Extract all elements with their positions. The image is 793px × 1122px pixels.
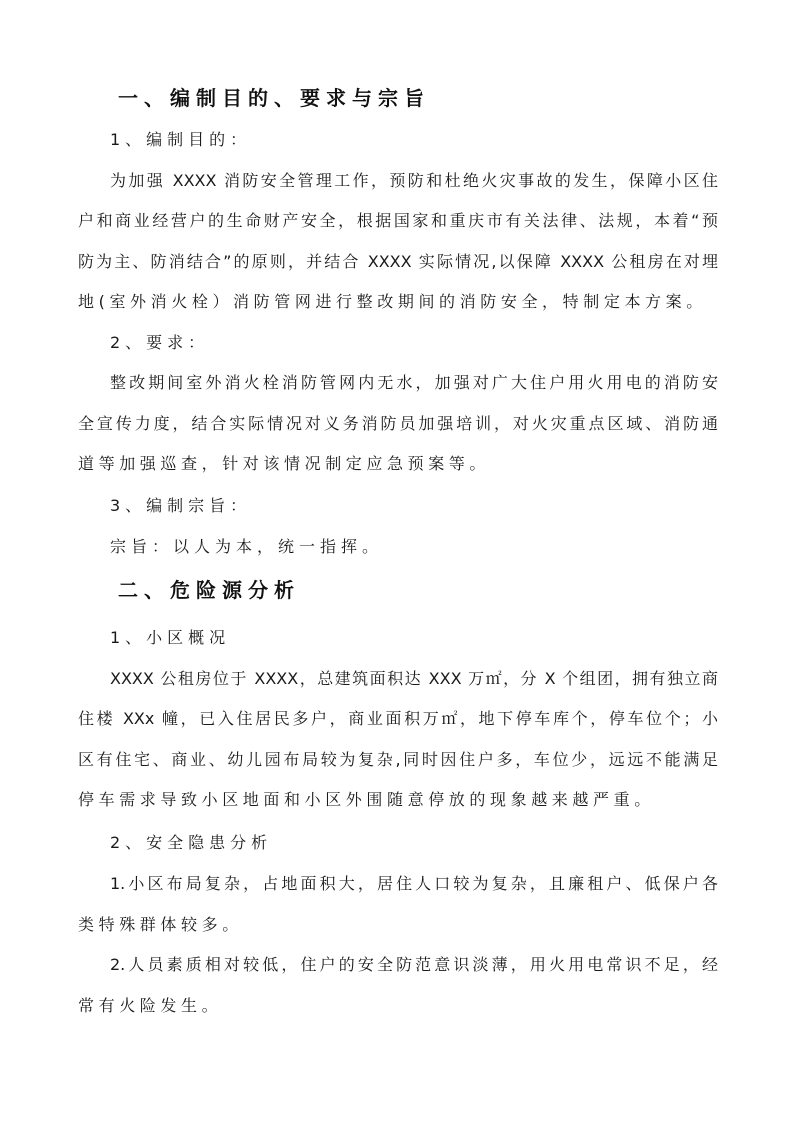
paragraph-line: 地(室外消火栓）消防管网进行整改期间的消防安全，特制定本方案。 — [78, 292, 707, 311]
subsection-title-overview: 1、小区概况 — [110, 628, 231, 647]
subsection-title-purpose: 1、编制目的： — [110, 130, 252, 149]
list-item-line: 常有火险发生。 — [78, 996, 223, 1015]
paragraph-line: 全宣传力度，结合实际情况对义务消防员加强培训，对火灾重点区域、消防通 — [78, 414, 718, 433]
paragraph-line: 住楼 XXx 幢，已入住居民多户，商业面积万㎡，地下停车库个，停车位个；小 — [78, 709, 718, 728]
paragraph-line: 区有住宅、商业、幼儿园布局较为复杂,同时因住户多，车位少，远远不能满足 — [78, 750, 718, 769]
section-heading-1: 一、编制目的、要求与宗旨 — [118, 86, 430, 110]
paragraph-line: 为加强 XXXX 消防安全管理工作，预防和杜绝火灾事故的发生，保障小区住 — [110, 171, 718, 190]
paragraph-line: 整改期间室外消火栓消防管网内无水，加强对广大住户用火用电的消防安 — [110, 373, 718, 392]
paragraph-line: 道等加强巡查，针对该情况制定应急预案等。 — [78, 454, 491, 473]
paragraph-line: 宗旨：以人为本，统一指挥。 — [110, 537, 384, 556]
subsection-title-hazard-analysis: 2、安全隐患分析 — [110, 833, 273, 852]
paragraph-line: 停车需求导致小区地面和小区外围随意停放的现象越来越严重。 — [78, 790, 655, 809]
list-item-line: 类特殊群体较多。 — [78, 915, 243, 934]
paragraph-line: XXXX 公租房位于 XXXX，总建筑面积达 XXX 万㎡，分 X 个组团，拥有独立商 — [110, 669, 718, 688]
list-item-line: 2.人员素质相对较低，住户的安全防范意识淡薄，用火用电常识不足，经 — [110, 955, 718, 974]
paragraph-line: 防为主、防消结合”的原则，并结合 XXXX 实际情况,以保障 XXXX 公租房在对埋 — [78, 252, 718, 271]
subsection-title-requirements: 2、要求： — [110, 333, 210, 352]
subsection-title-tenet: 3、编制宗旨： — [110, 496, 252, 515]
paragraph-line: 户和商业经营户的生命财产安全，根据国家和重庆市有关法律、法规，本着“预 — [78, 211, 718, 230]
list-item-line: 1.小区布局复杂，占地面积大，居住人口较为复杂，且廉租户、低保户各 — [110, 874, 718, 893]
section-heading-2: 二、危险源分析 — [118, 578, 300, 602]
